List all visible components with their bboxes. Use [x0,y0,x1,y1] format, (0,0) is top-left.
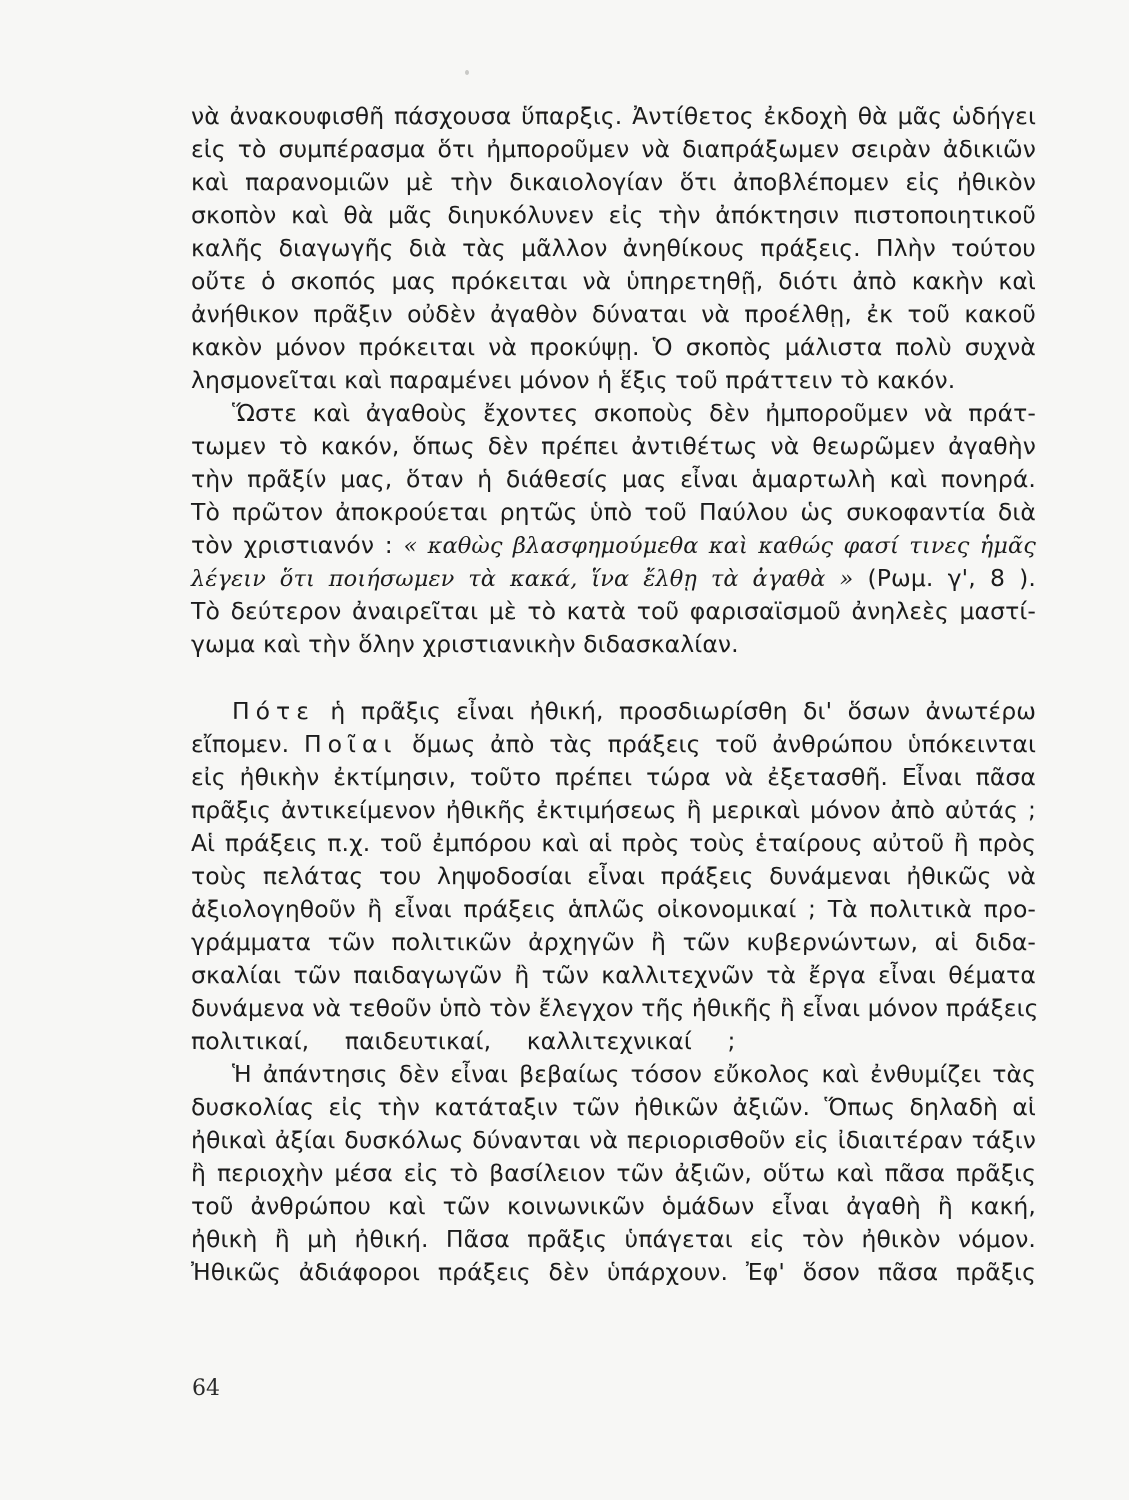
text-line: νὰ ἀνακουφισθῆ πάσχουσα ὕπαρξις. Ἀντίθετος ἐκδοχὴ θὰ μᾶς ὡδήγει [191,102,1036,130]
text-line: πρᾶξις ἀντικείμενον ἠθικῆς ἐκτιμήσεως ἢ μερικαὶ μόνον ἀπὸ αὐτάς ; [191,796,1036,824]
text-fragment: ὅμως ἀπὸ τὰς πράξεις τοῦ ἀνθρώπου ὑπόκεινται [397,730,1036,758]
text-line: Ἠθικῶς ἀδιάφοροι πράξεις δὲν ὑπάρχουν. Ἐφ' ὅσον πᾶσα πρᾶξις [191,1258,1036,1286]
scripture-quote: λέγειν ὅτι ποιήσωμεν τὰ κακά, ἵνα ἔλθῃ τὰ ἀγαθὰ » [191,566,854,592]
scripture-line [191,562,1036,595]
text-line: εἰς ἠθικὴν ἐκτίμησιν, τοῦτο πρέπει τώρα νὰ ἐξετασθῆ. Εἶναι πᾶσα [191,763,1036,791]
text-line: σκοπὸν καὶ θὰ μᾶς διηυκόλυνεν εἰς τὴν ἀπόκτησιν πιστοποιητικοῦ [191,201,1036,229]
text-line: δυνάμενα νὰ τεθοῦν ὑπὸ τὸν ἔλεγχον τῆς ἠθικῆς ἢ εἶναι μόνον πράξεις [191,994,1039,1022]
page-number: 64 [192,1376,220,1401]
text-line: οὔτε ὁ σκοπός μας πρόκειται νὰ ὑπηρετηθῇ, διότι ἀπὸ κακὴν καὶ [191,267,1036,295]
scripture-reference: (Ρωμ. γ', 8 ). [867,564,1037,592]
text-line: γράμματα τῶν πολιτικῶν ἀρχηγῶν ἢ τῶν κυβερνώντων, αἱ διδα- [191,928,1036,956]
text-line: τὴν πρᾶξίν μας, ὅταν ἡ διάθεσίς μας εἶναι ἁμαρτωλὴ καὶ πονηρά. [191,465,1036,493]
text-line [232,695,1036,727]
emphasis-word: Ποῖαι [303,730,398,758]
text-fragment: ἡ πρᾶξις εἶναι ἠθική, προσδιωρίσθη δι' ὅσων ἀνωτέρω [314,697,1036,725]
text-line: καλῆς διαγωγῆς διὰ τὰς μᾶλλον ἀνηθίκους πράξεις. Πλὴν τούτου [191,234,1036,262]
text-line: τοὺς πελάτας του ληψοδοσίαι εἶναι πράξεις δυνάμεναι ἠθικῶς νὰ [191,862,1036,890]
emphasis-word: Πότε [232,697,315,725]
text-line: τοῦ ἀνθρώπου καὶ τῶν κοινωνικῶν ὁμάδων εἶναι ἀγαθὴ ἢ κακή, [191,1192,1036,1220]
text-line: ἀξιολογηθοῦν ἢ εἶναι πράξεις ἁπλῶς οἰκονομικαί ; Τὰ πολιτικὰ προ- [191,895,1036,923]
text-line: γωμα καὶ τὴν ὅλην χριστιανικὴν διδασκαλίαν. [191,630,739,658]
scripture-line [191,529,1036,562]
text-line: ἢ περιοχὴν μέσα εἰς τὸ βασίλειον τῶν ἀξιῶν, οὕτω καὶ πᾶσα πρᾶξις [191,1159,1036,1187]
text-line: Ὥστε καὶ ἀγαθοὺς ἔχοντες σκοποὺς δὲν ἠμποροῦμεν νὰ πράτ- [232,399,1036,427]
text-line: ἠθικὴ ἢ μὴ ἠθική. Πᾶσα πρᾶξις ὑπάγεται εἰς τὸν ἠθικὸν νόμον. [191,1225,1036,1253]
text-line: σκαλίαι τῶν παιδαγωγῶν ἢ τῶν καλλιτεχνῶν τὰ ἔργα εἶναι θέματα [191,961,1036,989]
text-line: τωμεν τὸ κακόν, ὅπως δὲν πρέπει ἀντιθέτως νὰ θεωρῶμεν ἀγαθὴν [191,432,1036,460]
paper-speck [465,70,469,75]
text-fragment: τὸν χριστιανόν : [191,531,393,559]
text-line: δυσκολίας εἰς τὴν κατάταξιν τῶν ἠθικῶν ἀξιῶν. Ὅπως δηλαδὴ αἱ [191,1093,1036,1121]
text-line: Ἡ ἀπάντησις δὲν εἶναι βεβαίως τόσον εὔκολος καὶ ἐνθυμίζει τὰς [232,1060,1036,1088]
text-line: Αἱ πράξεις π.χ. τοῦ ἐμπόρου καὶ αἱ πρὸς τοὺς ἑταίρους αὐτοῦ ἢ πρὸς [191,829,1036,857]
text-line: ἠθικαὶ ἀξίαι δυσκόλως δύνανται νὰ περιορισθοῦν εἰς ἰδιαιτέραν τάξιν [191,1126,1036,1154]
text-fragment: εἴπομεν. [191,730,290,758]
text-line: Τὸ δεύτερον ἀναιρεῖται μὲ τὸ κατὰ τοῦ φαρισαϊσμοῦ ἀνηλεὲς μαστί- [191,597,1036,625]
text-line: λησμονεῖται καὶ παραμένει μόνον ἡ ἕξις τοῦ πράττειν τὸ κακόν. [191,366,956,394]
text-line [191,728,1036,760]
text-line: κακὸν μόνον πρόκειται νὰ προκύψῃ. Ὁ σκοπὸς μάλιστα πολὺ συχνὰ [191,333,1036,361]
text-line: πολιτικαί, παιδευτικαί, καλλιτεχνικαί ; [191,1027,736,1055]
text-line: εἰς τὸ συμπέρασμα ὅτι ἠμποροῦμεν νὰ διαπράξωμεν σειρὰν ἀδικιῶν [191,135,1036,163]
text-line: ἀνήθικον πρᾶξιν οὐδὲν ἀγαθὸν δύναται νὰ προέλθῃ, ἐκ τοῦ κακοῦ [191,300,1036,328]
text-line: καὶ παρανομιῶν μὲ τὴν δικαιολογίαν ὅτι ἀποβλέπομεν εἰς ἠθικὸν [191,168,1036,196]
scripture-quote: « καθὼς βλασφημούμεθα καὶ καθώς φασί τινες ἡμᾶς [403,533,1037,559]
text-line: Τὸ πρῶτον ἀποκρούεται ρητῶς ὑπὸ τοῦ Παύλου ὡς συκοφαντία διὰ [191,498,1036,526]
